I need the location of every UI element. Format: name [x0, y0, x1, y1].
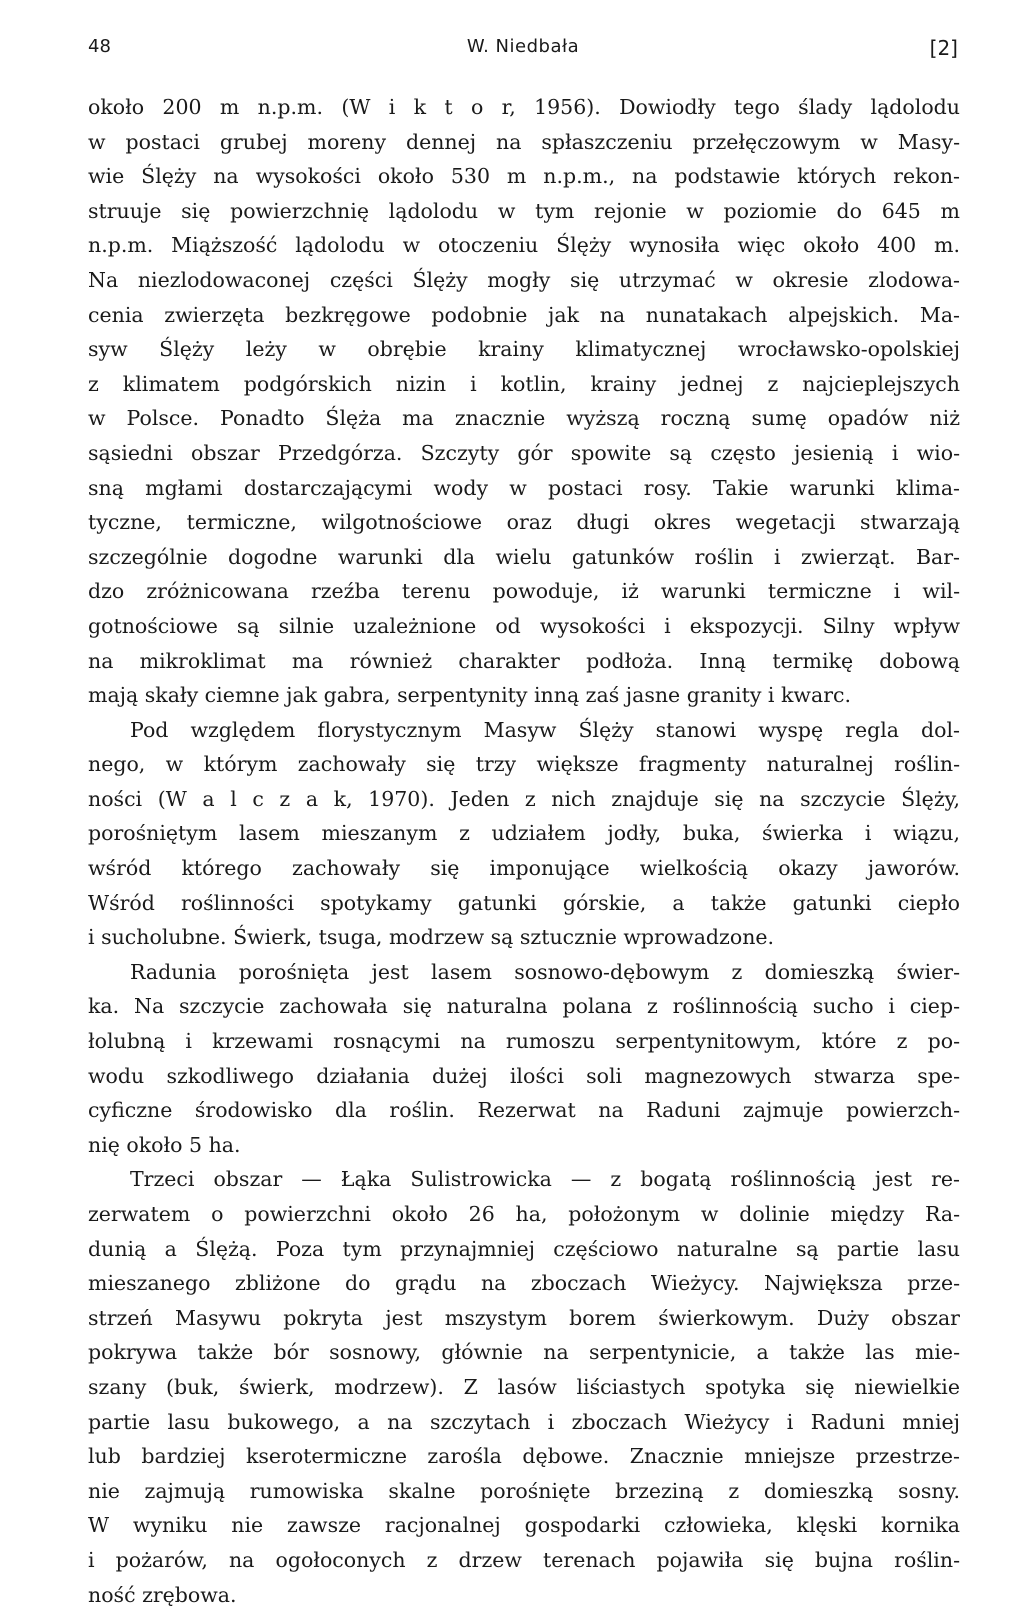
text-line: Wśród roślinności spotykamy gatunki górskie, a także gatunki ciepło	[88, 890, 960, 915]
text-line: nię około 5 ha.	[88, 1132, 241, 1157]
running-head: W. Niedbała	[466, 36, 580, 57]
text-line: ność zrębowa.	[88, 1582, 237, 1607]
text-line: pokrywa także bór sosnowy, głównie na serpentynicie, a także las mie-	[88, 1340, 960, 1365]
text-line: syw Ślęży leży w obrębie krainy klimatycznej wrocławsko-opolskiej	[88, 337, 960, 362]
text-line: wie Ślęży na wysokości około 530 m n.p.m., na podstawie których rekon-	[88, 164, 960, 189]
text-line: n.p.m. Miąższość lądolodu w otoczeniu Ślęży wynosiła więc około 400 m.	[88, 233, 960, 258]
text-line: w Polsce. Ponadto Ślęża ma znacznie wyższą roczną sumę opadów niż	[88, 406, 960, 431]
text-line: dzo zróżnicowana rzeźba terenu powoduje, iż warunki termiczne i wil-	[88, 579, 960, 604]
text-line: Pod względem florystycznym Masyw Ślęży stanowi wyspę regla dol-	[130, 717, 960, 742]
text-line: sąsiedni obszar Przedgórza. Szczyty gór spowite są często jesienią i wio-	[88, 440, 960, 465]
text-line: ka. Na szczycie zachowała się naturalna polana z roślinnością sucho i ciep-	[88, 994, 960, 1019]
text-line: wśród którego zachowały się imponujące wielkością okazy jaworów.	[88, 856, 960, 881]
text-line: nego, w którym zachowały się trzy większe fragmenty naturalnej roślin-	[88, 752, 960, 777]
text-line: tyczne, termiczne, wilgotnościowe oraz długi okres wegetacji stwarzają	[88, 510, 960, 535]
text-line: szany (buk, świerk, modrzew). Z lasów liściastych spotyka się niewielkie	[88, 1374, 960, 1399]
text-line: Na niezlodowaconej części Ślęży mogły się utrzymać w okresie zlodowa-	[88, 267, 960, 292]
text-line: strzeń Masywu pokryta jest mszystym borem świerkowym. Duży obszar	[88, 1305, 960, 1330]
text-line: około 200 m n.p.m. (W i k t o r, 1956). Dowiodły tego ślady lądolodu	[88, 95, 960, 119]
text-line: łolubną i krzewami rosnącymi na rumoszu serpentynitowym, które z po-	[88, 1029, 960, 1054]
text-line: Trzeci obszar — Łąka Sulistrowicka — z bogatą roślinnością jest re-	[130, 1167, 960, 1192]
text-line: z klimatem podgórskich nizin i kotlin, krainy jednej z najcieplejszych	[88, 371, 960, 396]
text-line: na mikroklimat ma również charakter podłoża. Inną termikę dobową	[88, 648, 960, 673]
text-line: porośniętym lasem mieszanym z udziałem jodły, buka, świerka i wiązu,	[88, 821, 960, 846]
text-line: ności (W a l c z a k, 1970). Jeden z nich znajduje się na szczycie Ślęży,	[88, 786, 960, 811]
text-line: mają skały ciemne jak gabra, serpentynity inną zaś jasne granity i kwarc.	[88, 683, 851, 708]
text-line: i sucholubne. Świerk, tsuga, modrzew są sztucznie wprowadzone.	[88, 925, 775, 950]
text-line: struuje się powierzchnię lądolodu w tym rejonie w poziomie do 645 m	[88, 198, 960, 223]
text-line: cyficzne środowisko dla roślin. Rezerwat na Raduni zajmuje powierzch-	[88, 1098, 960, 1123]
text-line: cenia zwierzęta bezkręgowe podobnie jak na nunatakach alpejskich. Ma-	[88, 302, 960, 327]
text-line: wodu szkodliwego działania dużej ilości soli magnezowych stwarza spe-	[88, 1063, 960, 1088]
text-line: Radunia porośnięta jest lasem sosnowo-dębowym z domieszką świer-	[130, 959, 960, 984]
text-line: dunią a Ślężą. Poza tym przynajmniej częściowo naturalne są partie lasu	[88, 1236, 960, 1261]
text-line: W wyniku nie zawsze racjonalnej gospodarki człowieka, klęski kornika	[88, 1513, 960, 1538]
text-line: partie lasu bukowego, a na szczytach i zboczach Wieżycy i Raduni mniej	[88, 1409, 960, 1434]
text-line: szczególnie dogodne warunki dla wielu gatunków roślin i zwierząt. Bar-	[88, 544, 960, 569]
text-line: gotnościowe są silnie uzależnione od wysokości i ekspozycji. Silny wpływ	[88, 613, 960, 638]
text-line: nie zajmują rumowiska skalne porośnięte brzeziną z domieszką sosny.	[88, 1478, 960, 1503]
text-line: mieszanego zbliżone do grądu na zboczach Wieżycy. Największa prze-	[88, 1271, 960, 1296]
text-line: w postaci grubej moreny dennej na spłaszczeniu przełęczowym w Masy-	[88, 129, 960, 154]
text-line: zerwatem o powierzchni około 26 ha, położonym w dolinie między Ra-	[88, 1202, 960, 1226]
text-line: sną mgłami dostarczającymi wody w postaci rosy. Takie warunki klima-	[88, 475, 960, 500]
page-number: 48	[88, 36, 111, 57]
section-mark: [2]	[929, 36, 958, 60]
page-header	[88, 36, 958, 66]
text-line: i pożarów, na ogołoconych z drzew terenach pojawiła się bujna roślin-	[88, 1547, 960, 1572]
body-text	[88, 90, 960, 1612]
text-line: lub bardziej kserotermiczne zarośla dębowe. Znacznie mniejsze przestrze-	[88, 1444, 960, 1469]
